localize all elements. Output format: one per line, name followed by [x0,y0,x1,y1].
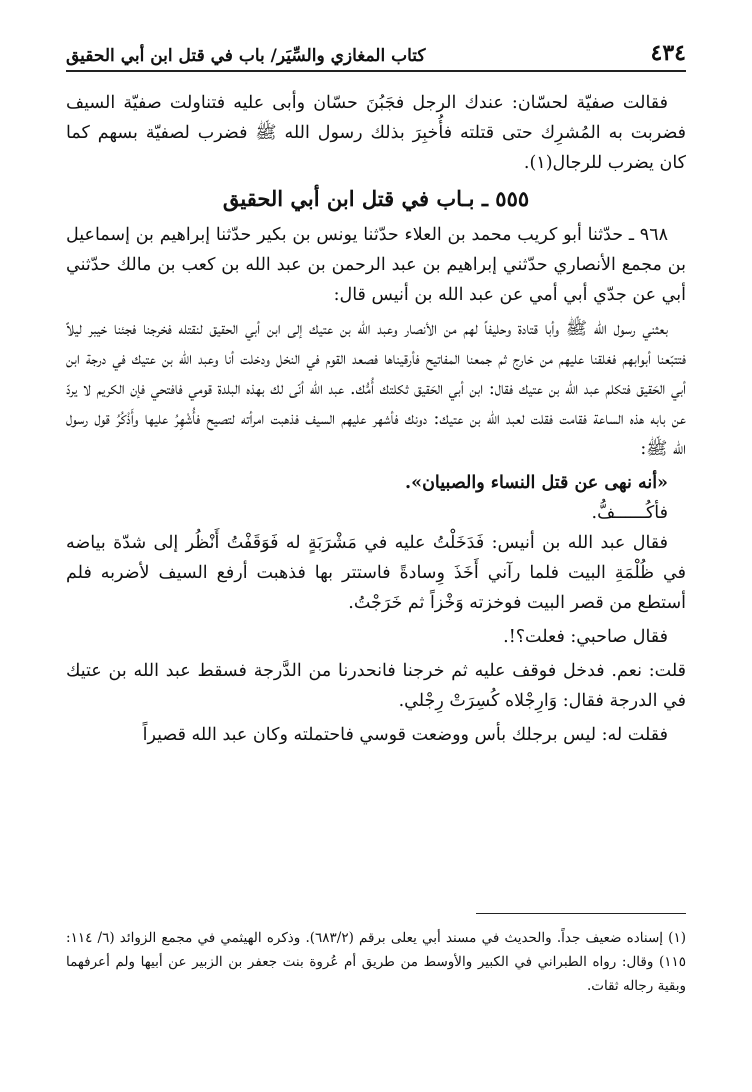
prophetic-quote: «أنه نهى عن قتل النساء والصبيان». [405,473,668,493]
page-header [66,36,686,66]
chapter-heading: ٥٥٥ ـ بـاب في قتل ابن أبي الحقيق [222,186,530,211]
paragraph-safiyya: فقالت صفيّة لحسّان: عندك الرجل فجَبُنَ حسّان وأبى عليه فتناولت صفيّة السيف فضربت به المُشرِك حتى قتلته فأُخبِرَ بذلك رسول الله ﷺ فضرب لصفيّة بسهم كما كان يضرب للرجال(١). [66,93,686,173]
paragraph-companion: فقال صاحبي: فعلت؟!. [503,627,668,647]
paragraph-descent: قلت: نعم. فدخل فوقف عليه ثم خرجنا فانحدرنا من الدَّرجة فسقط عبد الله بن عتيك في الدرجة فقال: وَارِجْلاه كُسِرَتْ رِجْلي. [66,661,686,711]
page-number: ٤٣٤ [650,40,686,66]
footnote-rule [476,913,686,914]
header-rule [66,70,686,72]
paragraph-narration: بعثني رسول الله ﷺ وأبا قتادة وحليفاً لهم من الأنصار وعبد الله بن عتيك إلى ابن أبي الحقيق لنقتله فخرجنا فجئنا خيبر ليلاً فتتبّعنا أبوابهم فغلقنا عليهم من خارج ثم جمعنا المفاتيح فأرقيناها فصعد القوم في النخل ودخلت أنا وعبد الله بن عتيك في درجة ابن أبي الحَقيق فتكلم عبد الله بن عتيك فقال: ابن أبي الحَقيق ثكلتك أُمُّك. عبد الله أنّى لك بهذه البلدة قومي فافتحي فإن الكريم لا يردّ عن بابه هذه الساعة فقامت فقلت لعبد الله بن عتيك: دونك فأشهر عليهم السيف فذهبت امرأته لتصيح فأُشْهِرُ عليها وأَذْكُرُ قول رسول الله ﷺ: [66,319,686,459]
running-title: كتاب المغازي والسِّيَر/ باب في قتل ابن أبي الحقيق [66,46,426,66]
paragraph-entry: فقال عبد الله بن أنيس: فَدَخَلْتُ عليه في مَشْرَبَةٍ له فَوَقَفْتُ أَنْظُر إلى شدّة بياضه في ظُلْمَةِ البيت فلما رآني أَخَذَ وِسادةً فاستتر بها فذهبت أرفع السيف لأضربه فلم أستطع من قصر البيت فوخزته وَخْزاً ثم خَرَجْتُ. [66,533,686,613]
paragraph-carry: فقلت له: ليس برجلك بأس ووضعت قوسي فاحتملته وكان عبد الله قصيراً [142,725,668,745]
paragraph-kaff: فأكُــــــفُّ. [591,503,668,523]
footnote-1: (١) إسناده ضعيف جداً. والحديث في مسند أبي يعلى برقم (٦٨٣/٢). وذكره الهيثمي في مجمع الزوائد (٦/ ١١٤: ١١٥) وقال: رواه الطبراني في الكبير والأوسط من طريق أم عُروة بنت جعفر بن الزبير عن أبيها ولم أعرفهما وبقية رجاله ثقات. [66,930,686,994]
hadith-isnad: ٩٦٨ ـ حدّثنا أبو كريب محمد بن العلاء حدّثنا يونس بن بكير حدّثنا إبراهيم بن إسماعيل بن مجمع الأنصاري حدّثني إبراهيم بن عبد الرحمن بن عبد الله بن كعب بن مالك حدّثني أبي عن جدّي أبي أمي عن عبد الله بن أنيس قال: [66,225,686,305]
footnotes [66,926,686,998]
main-text [66,88,686,754]
